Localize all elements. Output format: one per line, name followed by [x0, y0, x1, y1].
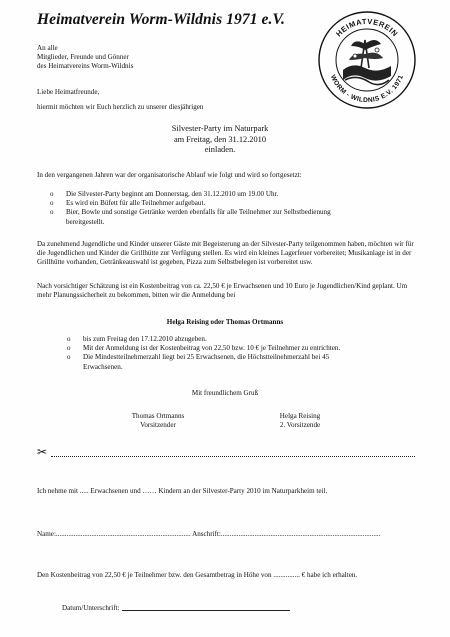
- scissors-icon: ✂: [37, 445, 48, 459]
- address-line: An alle: [37, 44, 58, 52]
- registration-list: [67, 335, 362, 372]
- list-item: o Die Silvester-Party beginnt am Donnerstag, den 31.12.2010 um 19.00 Uhr.: [50, 190, 355, 199]
- paragraph-youth: Da zunehmend Jugendliche und Kinder unserer Gäste mit Begeisterung an der Silvester-Party teilgenommen haben, möchten wir für die Jugendlichen und Kinder die Grillhütte zur Verfügung stellen. Es wird ein kleines Lagerfeuer vorbereitet; Musikanlage ist in der Grillhütte vorhanden, Getränkeauswahl ist gegeben, Pizza zum Selbstbelegen ist vorbereitet usw.: [37, 240, 414, 267]
- page-title: Heimatverein Worm-Wildnis 1971 e.V.: [37, 11, 285, 28]
- signature-underline[interactable]: [122, 610, 290, 611]
- event-line: Silvester-Party im Naturpark: [171, 124, 269, 133]
- signature-block: [113, 412, 203, 430]
- signer-name: Thomas Ortmanns: [131, 412, 185, 420]
- signer-role: Vorsitzender: [140, 421, 176, 430]
- logo-bottom-text: WORM - WILDNIS E.V. 1971: [328, 73, 406, 105]
- logo-emblem: [343, 40, 391, 85]
- paragraph-procedure: In den vergangenen Jahren war der organisatorische Ablauf wie folgt und wird so fortgesetzt:: [37, 171, 302, 179]
- event-line: am Freitag, den 31.12.2010: [173, 134, 267, 144]
- list-item: o Die Mindestteilnehmerzahl liegt bei 25 Erwachsenen, die Höchstteilnehmerzahl bei 45 Erwachsenen.: [67, 353, 362, 371]
- list-item: o Bier, Bowle und sonstige Getränke werden ebenfalls für alle Teilnehmer zur Selbstbedienung bereitgestellt.: [50, 208, 355, 226]
- logo-top-text: HEIMATVEREIN: [334, 16, 400, 39]
- name-address-field[interactable]: Name:............................................................................ Anschrift:..........................................................................................: [37, 530, 381, 538]
- procedure-list: [50, 190, 355, 227]
- fee-receipt-text: Den Kostenbeitrag von 22,50 € je Teilnehmer bzw. den Gesamtbetrag in Höhe von ............... € habe ich erhalten.: [37, 571, 358, 579]
- event-line: einladen.: [204, 145, 236, 154]
- intro-text: hiermit möchten wir Euch herzlich zu unserer diesjährigen: [37, 103, 204, 111]
- signature-block: [255, 412, 345, 430]
- address-line: des Heimatvereins Worm-Wildnis: [37, 62, 134, 71]
- signer-name: Helga Reising: [279, 412, 321, 420]
- club-logo: [317, 10, 417, 110]
- paragraph-costs: Nach vorsichtiger Schätzung ist ein Kostenbeitrag von ca. 22,50 € je Erwachsenen und 10 Euro je Jugendlichen/Kind geplant. Um mehr Planungssicherheit zu bekommen, bitten wir die Anmeldung bei: [37, 282, 408, 300]
- dotted-divider: [51, 456, 415, 457]
- list-item: o Mit der Anmeldung ist der Kostenbeitrag von 22,50 bzw. 10 € je Teilnehmer zu entrichten.: [67, 344, 362, 353]
- list-item: o Es wird ein Büfett für alle Teilnehmer aufgebaut.: [50, 199, 355, 208]
- attendance-field[interactable]: Ich nehme mit ..... Erwachsenen und …… Kindern an der Silvester-Party 2010 im Naturparkheim teil.: [37, 487, 328, 495]
- recipient-address: [37, 44, 237, 72]
- signer-role: 2. Vorsitzende: [279, 421, 321, 430]
- signature-label: Datum/Unterschrift:: [62, 604, 120, 612]
- greeting: Liebe Heimatfreunde,: [37, 88, 100, 96]
- closing-greeting: Mit freundlichem Gruß: [191, 389, 259, 397]
- address-line: Mitglieder, Freunde und Gönner: [37, 53, 129, 62]
- signature-field[interactable]: [62, 604, 290, 613]
- contact-persons: Helga Reising oder Thomas Ortmanns: [166, 318, 284, 326]
- list-item: o bis zum Freitag den 17.12.2010 abzugeben.: [67, 335, 362, 344]
- event-announcement: [100, 124, 340, 156]
- cut-line: [37, 445, 415, 462]
- svg-text:HEIMATVEREIN: [334, 17, 400, 39]
